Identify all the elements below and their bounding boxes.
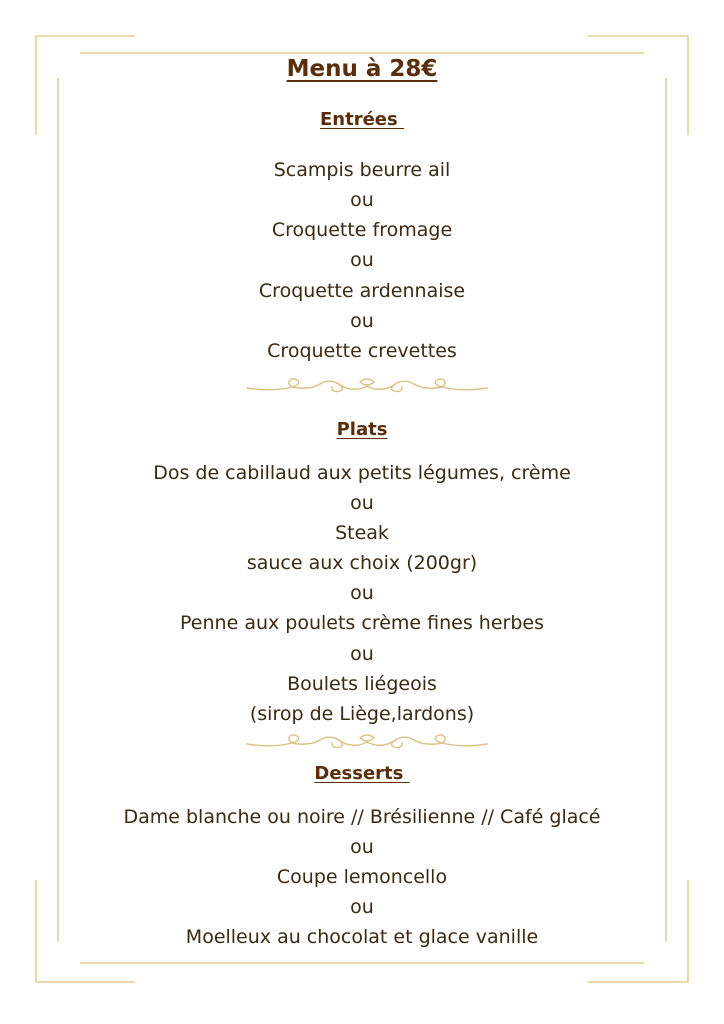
section-title-desserts: Desserts: [314, 763, 410, 784]
menu-item: Steak: [335, 522, 389, 544]
menu-item: Coupe lemoncello: [276, 866, 448, 888]
menu-item: Scampis beurre ail: [273, 159, 451, 181]
flourish-divider-icon: [242, 730, 492, 754]
menu-separator-ou: ou: [350, 189, 374, 211]
menu-separator-ou: ou: [350, 582, 374, 604]
menu-item: Croquette fromage: [271, 219, 453, 241]
menu-item: Dame blanche ou noire // Brésilienne // Café glacé: [123, 806, 601, 828]
menu-item: (sirop de Liège,lardons): [249, 703, 475, 725]
menu-item: Croquette ardennaise: [258, 280, 466, 302]
menu-separator-ou: ou: [350, 643, 374, 665]
menu-item: Croquette crevettes: [267, 340, 457, 362]
menu-separator-ou: ou: [350, 310, 374, 332]
menu-separator-ou: ou: [350, 492, 374, 514]
menu-separator-ou: ou: [350, 249, 374, 271]
menu-item: Dos de cabillaud aux petits légumes, crème: [153, 462, 571, 484]
menu-item: Penne aux poulets crème fines herbes: [180, 612, 544, 634]
flourish-divider-icon: [242, 374, 492, 398]
menu-title: Menu à 28€: [286, 56, 438, 82]
menu-item: sauce aux choix (200gr): [246, 552, 478, 574]
section-title-plats: Plats: [336, 419, 388, 440]
section-title-entrees: Entrées: [320, 109, 404, 130]
menu-separator-ou: ou: [350, 896, 374, 918]
menu-item: Boulets liégeois: [287, 673, 437, 695]
menu-item: Moelleux au chocolat et glace vanille: [185, 926, 539, 948]
menu-separator-ou: ou: [350, 836, 374, 858]
